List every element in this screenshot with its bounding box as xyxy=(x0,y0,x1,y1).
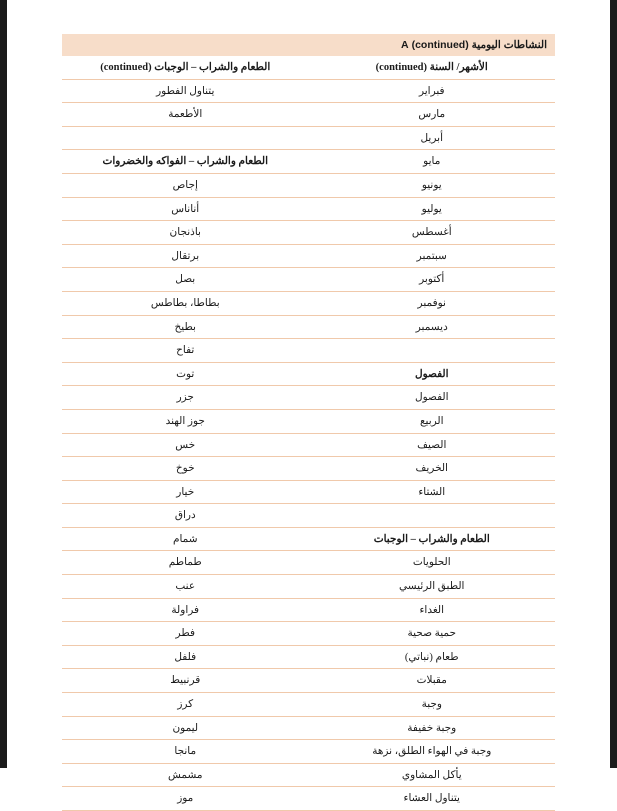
spacer-row xyxy=(309,504,556,528)
vocabulary-row: يتناول العشاء xyxy=(309,787,556,811)
spacer-row xyxy=(309,339,556,363)
vocabulary-row: ديسمبر xyxy=(309,316,556,340)
vocabulary-row: خس xyxy=(62,434,309,458)
vocabulary-row: وجبة في الهواء الطلق، نزهة xyxy=(309,740,556,764)
vocabulary-row: الغداء xyxy=(309,599,556,623)
vocabulary-row: أبريل xyxy=(309,127,556,151)
vocabulary-row: قرنبيط xyxy=(62,669,309,693)
vocabulary-row: بطاطا، بطاطس xyxy=(62,292,309,316)
vocabulary-row: مشمش xyxy=(62,764,309,788)
column-left xyxy=(62,56,309,811)
vocabulary-row: يوليو xyxy=(309,198,556,222)
vocabulary-row: كرز xyxy=(62,693,309,717)
vocabulary-row: الفصول xyxy=(309,386,556,410)
vocabulary-row: عنب xyxy=(62,575,309,599)
vocabulary-row: فطر xyxy=(62,622,309,646)
section-header xyxy=(62,34,555,56)
subsection-heading: الفصول xyxy=(309,363,556,387)
vocabulary-row: طماطم xyxy=(62,551,309,575)
column-right xyxy=(309,56,556,811)
section-title: النشاطات اليومية (continued) xyxy=(411,39,547,51)
spacer-row xyxy=(62,127,309,151)
vocabulary-row: حمية صحية xyxy=(309,622,556,646)
column-left-heading: الطعام والشراب – الوجبات (continued) xyxy=(62,56,309,80)
vocabulary-row: أناناس xyxy=(62,198,309,222)
vocabulary-sheet xyxy=(62,34,555,805)
columns-container xyxy=(62,56,555,811)
vocabulary-row: أغسطس xyxy=(309,221,556,245)
vocabulary-row: وجبة xyxy=(309,693,556,717)
vocabulary-row: ليمون xyxy=(62,717,309,741)
vocabulary-row: جوز الهند xyxy=(62,410,309,434)
vocabulary-row: سبتمبر xyxy=(309,245,556,269)
vocabulary-row: تفاح xyxy=(62,339,309,363)
vocabulary-row: إجاص xyxy=(62,174,309,198)
vocabulary-row: برتقال xyxy=(62,245,309,269)
vocabulary-row: فراولة xyxy=(62,599,309,623)
vocabulary-row: دراق xyxy=(62,504,309,528)
vocabulary-row: توت xyxy=(62,363,309,387)
vocabulary-row: جزر xyxy=(62,386,309,410)
vocabulary-row: باذنجان xyxy=(62,221,309,245)
vocabulary-row: خيار xyxy=(62,481,309,505)
vocabulary-row: بصل xyxy=(62,268,309,292)
vocabulary-row: موز xyxy=(62,787,309,811)
vocabulary-row: الخريف xyxy=(309,457,556,481)
vocabulary-row: يونيو xyxy=(309,174,556,198)
page-edge-left xyxy=(0,0,7,768)
vocabulary-row: شمام xyxy=(62,528,309,552)
vocabulary-row: طعام (نباتي) xyxy=(309,646,556,670)
vocabulary-row: الشتاء xyxy=(309,481,556,505)
vocabulary-row: أكتوبر xyxy=(309,268,556,292)
vocabulary-row: يأكل المشاوي xyxy=(309,764,556,788)
subsection-heading: الطعام والشراب – الفواكه والخضروات xyxy=(62,150,309,174)
vocabulary-row: الطبق الرئيسي xyxy=(309,575,556,599)
subsection-heading: الطعام والشراب – الوجبات xyxy=(309,528,556,552)
vocabulary-row: فلفل xyxy=(62,646,309,670)
section-letter: A xyxy=(401,39,409,51)
vocabulary-row: الربيع xyxy=(309,410,556,434)
vocabulary-row: بطيخ xyxy=(62,316,309,340)
vocabulary-row: خوخ xyxy=(62,457,309,481)
vocabulary-row: مايو xyxy=(309,150,556,174)
vocabulary-row: مقبلات xyxy=(309,669,556,693)
vocabulary-row: مارس xyxy=(309,103,556,127)
vocabulary-row: نوفمبر xyxy=(309,292,556,316)
column-right-heading: الأشهر/ السنة (continued) xyxy=(309,56,556,80)
vocabulary-row: الأطعمة xyxy=(62,103,309,127)
column-left-rows xyxy=(62,80,309,811)
page-edge-right xyxy=(610,0,617,768)
vocabulary-row: مانجا xyxy=(62,740,309,764)
vocabulary-row: وجبة خفيفة xyxy=(309,717,556,741)
vocabulary-row: الصيف xyxy=(309,434,556,458)
column-right-rows xyxy=(309,80,556,811)
vocabulary-row: يتناول الفطور xyxy=(62,80,309,104)
vocabulary-row: الحلويات xyxy=(309,551,556,575)
vocabulary-row: فبراير xyxy=(309,80,556,104)
